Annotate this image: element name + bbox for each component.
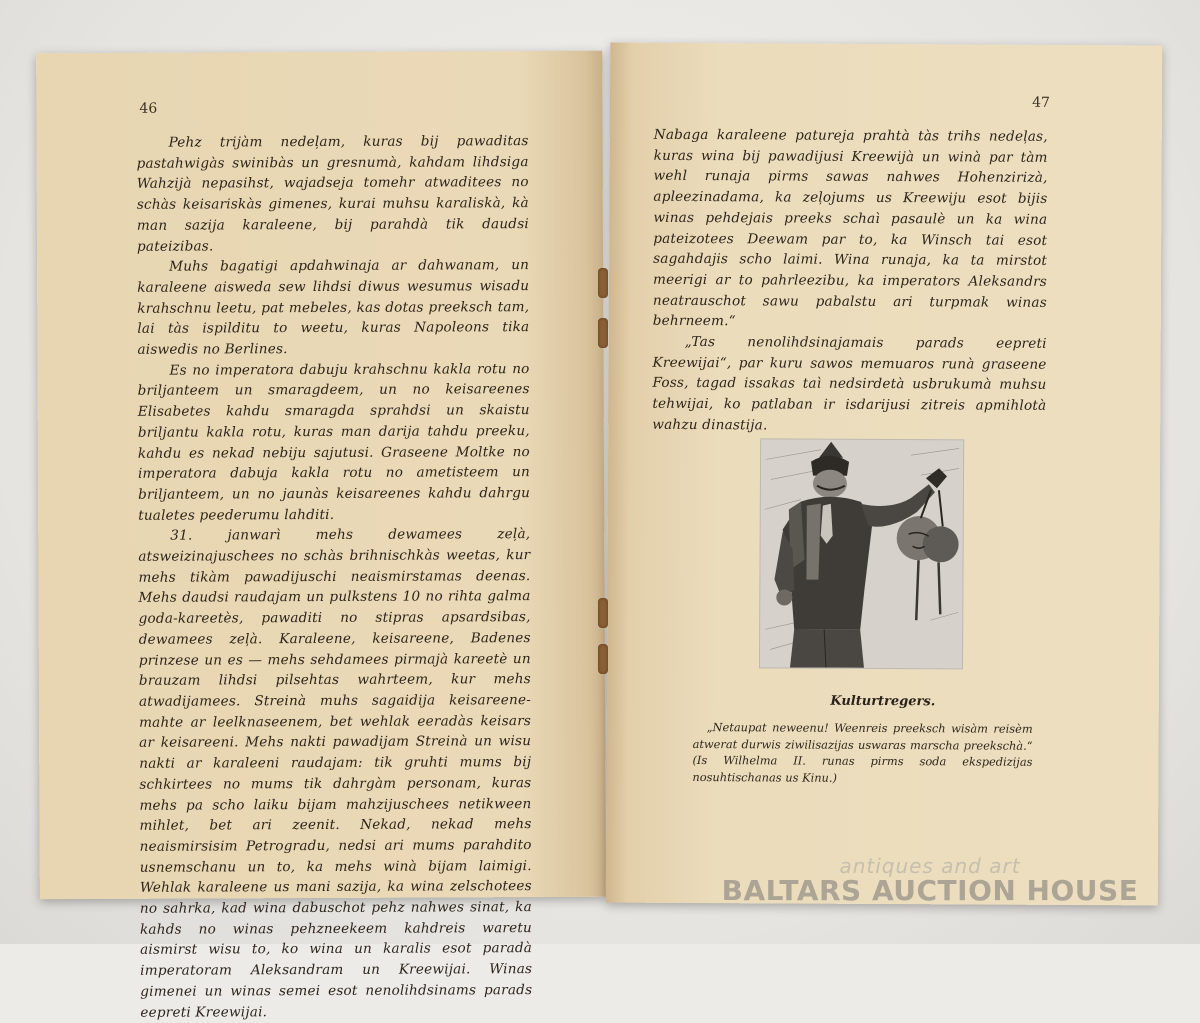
binding-thread — [598, 318, 608, 348]
watermark-name: BALTARS AUCTION HOUSE — [721, 874, 1139, 907]
binding-thread — [598, 644, 608, 674]
binding-thread — [598, 268, 608, 298]
kulturtregers-illustration — [759, 438, 964, 669]
paragraph: 31. janwarì mehs dewamees zeļà, atsweizinajuschees no schàs brihnischkàs weetas, kur mehs tikàm pawadijuschi neaismirstamas deenas. Mehs daudsi raudajam un pulkstens 10 no rihta galma goda-kareetès, pawaditi no stipras apsardsibas, dewamees zeļà. Karaleene, keisareene, Badenes prinzese un es — mehs sehdamees pirmajà kareetè un brauzam lihdsi pilsehtas wahrteem, kur mehs atwadijamees. Streinà muhs sagaidija keisareene-mahte ar leelknaseenem, bet wehlak eeradàs keisars ar keisareeni. Mehs nakti pawadijam Streinà un wisu nakti ar karaleeni raudajam: tik gruhti mums bij schkirtees no mums tik dahrgàm personam, kuras mehs pa scho laiku bijam mahzijuschees netikween mihlet, bet ari zeenit. Nekad, nekad mehs neaismirsisim Petrogradu, nedsi ari mums parahdito usnemschanu un to, ka mehs winà bijam laimigi. Wehlak karaleene us mani sazija, ka wina zelschotees no sahrka, kad wina dabuschot pehz nahwes sinat, ka kahds no winas pehzneekeem kahdreis waretu aismirst wisu to, ko wina un karalis esot paradà imperatoram Aleksandram un Kreewijai. Winas gimenei un winas semei esot nenolihdsinams parads eepreti Kreewijai. — [138, 526, 533, 1021]
auction-house-watermark — [720, 854, 1140, 907]
book-spine — [590, 60, 618, 900]
paragraph: Pehz trijàm nedeļam, kuras bij pawaditas pastahwigàs swinibàs un gresnumà, kahdam lihdsiga Wahzijà nepasihst, wajadseja tomehr atwaditees no schàs keisariskàs gimenes, kurai muhsu karaliskà, kà man sazija karaleene, bij parahdà tik daudsi pateizibas. — [136, 133, 529, 255]
caption-paragraph: „Netaupat neweenu! Weenreis preeksch wisàm reisèm atwerat durwis ziwilisazijas uswaras marscha preekschà.“ (Is Wilhelma II. runas pirms soda ekspedizijas nosuhtischanas us Kinu.) — [692, 720, 1033, 785]
left-page — [36, 51, 606, 1021]
paragraph: Es no imperatora dabuju krahschnu kakla rotu no briljanteem un smaragdeem, un no keisareenes Elisabetes kahdu smaragda sprahdsi un skaistu briljantu kakla rotu, kuras man darija tahdu preeku, kahdu es nekad nebiju sajutusi. Graseene Moltke no imperatora dabuja kakla rotu no ametisteem un briljanteem, un no jaunàs keisareenes kahdu dahrgu tualetes peederumu lahditi. — [137, 360, 531, 524]
watermark-tagline: antiques and art — [839, 854, 1021, 878]
right-page — [606, 43, 1162, 906]
page-number-left: 46 — [139, 100, 158, 117]
paragraph: „Tas nenolihdsinajamais parads eepreti Kreewijai“, par kuru sawos memuaros runà graseene Foss, tagad issakas taì nedsirdetà usbrukumà muhsu tehwijai, ko patlaban ir isdarijusi zitreis apmihlotà wahzu dinastija. — [652, 333, 1047, 434]
figure-caption-text — [692, 719, 1032, 787]
soldier-figure-illustration — [760, 439, 963, 668]
right-page-text — [652, 125, 1048, 438]
page-number-right: 47 — [1032, 94, 1050, 111]
left-page-text — [137, 131, 533, 1023]
figure-caption-title: Kulturtregers. — [830, 693, 936, 710]
binding-thread — [598, 598, 608, 628]
paragraph: Muhs bagatigi apdahwinaja ar dahwanam, un karaleene aiswedа sew lihdsi diwus wesumus wisadu krahschnu leetu, pat mebeles, kas dotas preeksch tam, lai tàs ispilditu to weetu, kuras Napoleons tika aiswedis no Berlines. — [137, 257, 530, 358]
paragraph: Nabaga karaleene patureja prahtà tàs trihs nedeļas, kuras wina bij pawadijusi Kreewijà un winà par tàm wehl runaja pirms sawas nahwes Hohenzirizà, apleezinadama, ka zeļojums us Kreewiju esot bijis winas pehdejais preeks schaì pasaulè un ka wina pateizotees Deewam par to, ka Winsch tai esot sagahdajis scho laimi. Wina runaja, ka ta mirstot meerigi ar to pahrleezibu, ka imperators Aleksandrs neatrauschot sawu pabalstu ari turpmak winas behrneem.“ — [652, 126, 1048, 330]
